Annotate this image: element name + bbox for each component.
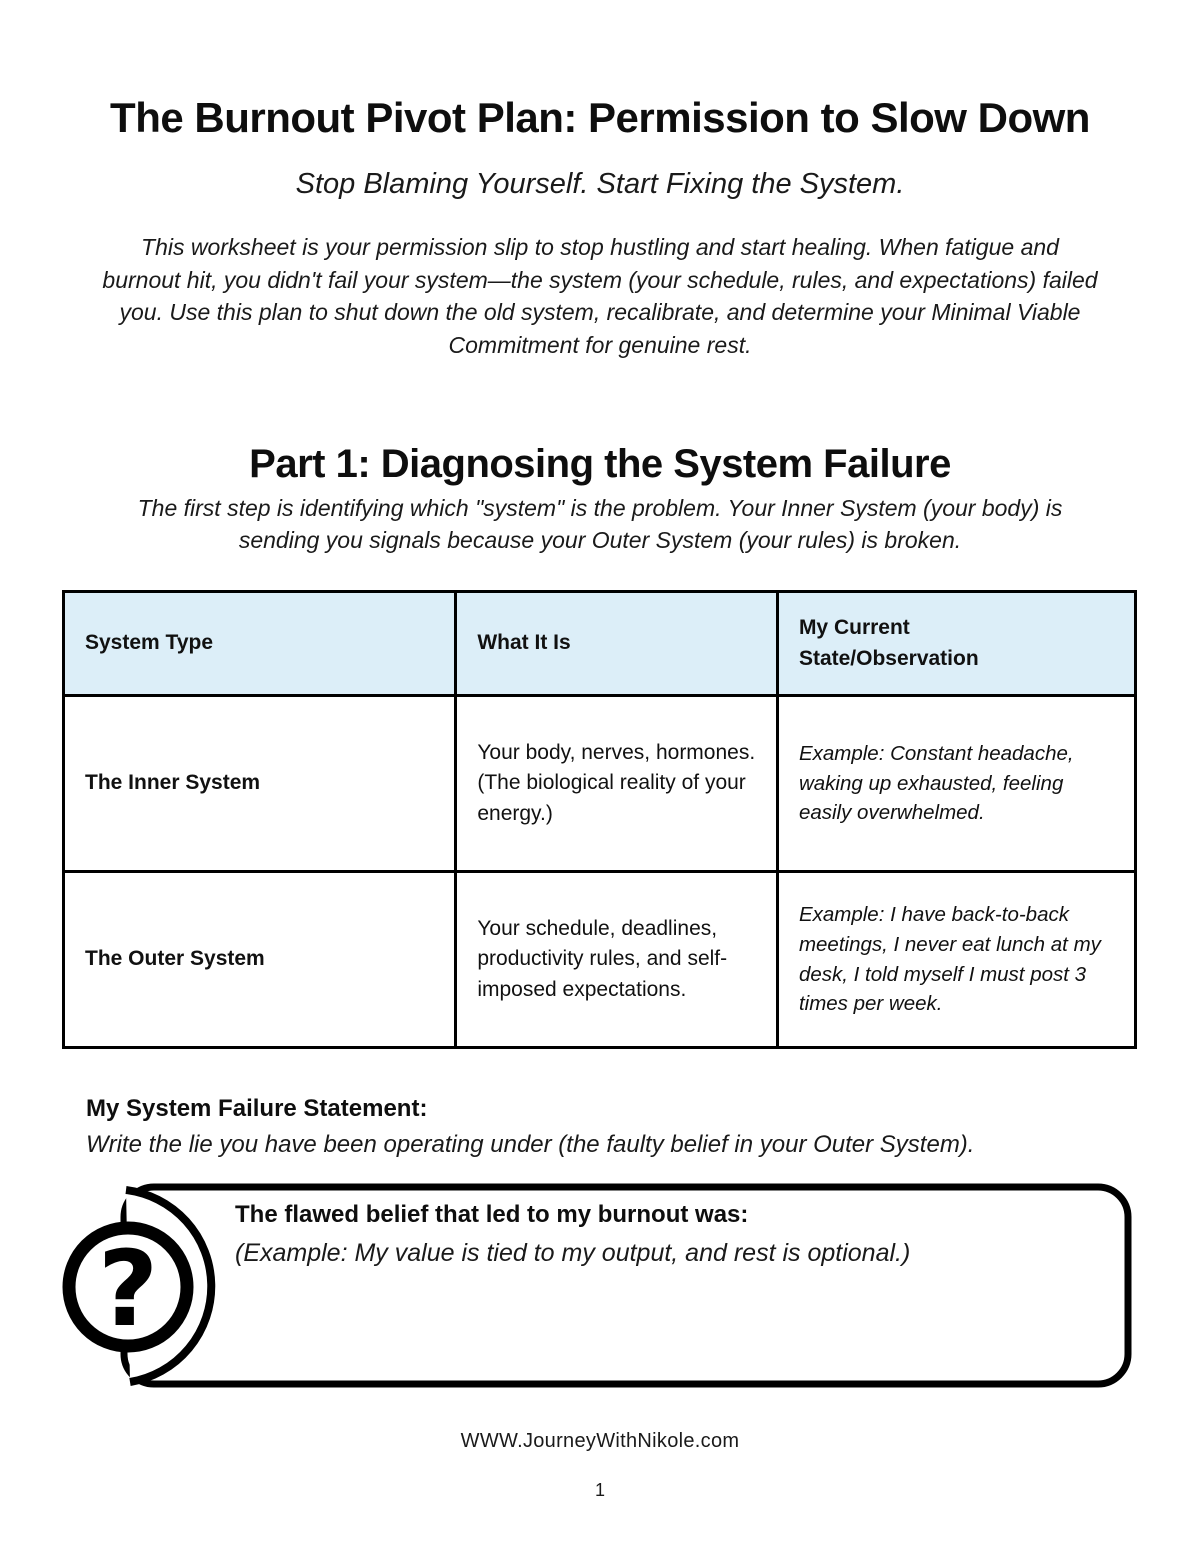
callout-text-area <box>235 1201 1085 1268</box>
callout-label: The flawed belief that led to my burnout was: <box>235 1201 749 1228</box>
table-row-outer-system <box>64 872 1136 1048</box>
column-header-system-type <box>64 592 456 696</box>
table-row-inner-system <box>64 696 1136 872</box>
cell-what-it-is: Your schedule, deadlines, productivity rules, and self-imposed expectations. <box>456 872 778 1048</box>
column-header-what-it-is <box>456 592 778 696</box>
cell-observation: Example: I have back-to-back meetings, I never eat lunch at my desk, I told myself I must post 3 times per week. <box>777 872 1135 1048</box>
callout-example: (Example: My value is tied to my output, and rest is optional.) <box>235 1239 911 1267</box>
cell-system-type: The Inner System <box>64 696 456 872</box>
column-header-current-state <box>777 592 1135 696</box>
belief-callout-box <box>50 1175 1135 1400</box>
part1-description: The first step is identifying which "system" is the problem. Your Inner System (your body) is sending you signals because your Outer System (your rules) is broken. <box>137 494 1063 553</box>
column-header-label: System Type <box>85 631 213 655</box>
intro-paragraph: This worksheet is your permission slip to stop hustling and start healing. When fatigue and burnout hit, you didn't fail your system—the system (your schedule, rules, and expectations) failed you. Use this plan to shut down the old system, recalibrate, and determine your Minimal Viable Commitment for genuine rest. <box>102 234 1098 358</box>
cell-observation: Example: Constant headache, waking up exhausted, feeling easily overwhelmed. <box>777 696 1135 872</box>
table-header-row <box>64 592 1136 696</box>
question-mark-glyph: ? <box>97 1228 159 1350</box>
part1-heading: Part 1: Diagnosing the System Failure <box>249 441 951 486</box>
column-header-label: What It Is <box>477 631 571 655</box>
systems-table <box>62 590 1137 1049</box>
cell-what-it-is: Your body, nerves, hormones. (The biological reality of your energy.) <box>456 696 778 872</box>
failure-statement-heading: My System Failure Statement: <box>86 1095 428 1122</box>
footer-website: WWW.JourneyWithNikole.com <box>460 1430 740 1452</box>
column-header-label: My Current State/Observation <box>798 616 979 670</box>
question-mark-icon <box>69 1228 187 1350</box>
failure-statement-instruction: Write the lie you have been operating under (the faulty belief in your Outer System). <box>86 1131 975 1158</box>
page-subtitle: Stop Blaming Yourself. Start Fixing the System. <box>295 168 905 200</box>
page-number: 1 <box>594 1480 605 1500</box>
cell-system-type: The Outer System <box>64 872 456 1048</box>
page-title: The Burnout Pivot Plan: Permission to Slow Down <box>110 94 1090 141</box>
